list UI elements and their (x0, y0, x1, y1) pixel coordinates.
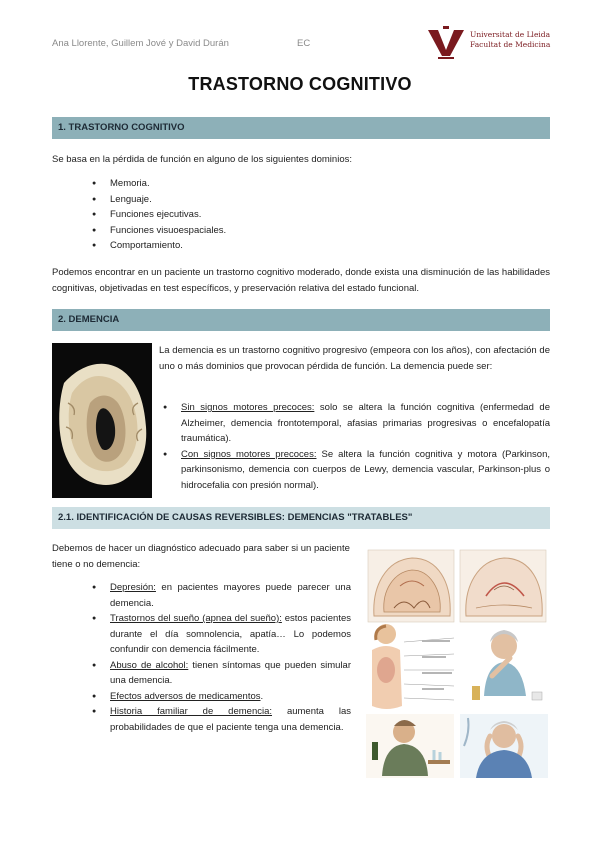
section2-intro: La demencia es un trastorno cognitivo progresivo (empeora con los años), con afectación de uno o más dominios que provocan pérdida de función. La demencia puede ser: (159, 345, 550, 372)
brain-illustration-right (460, 550, 546, 622)
list-item (92, 611, 351, 658)
university-emblem-icon (424, 26, 468, 60)
item-term: Abuso de alcohol: (110, 659, 189, 671)
causas-list (92, 580, 351, 735)
section1-intro: Se basa en la pérdida de función en alguno de los siguientes dominios: (52, 154, 352, 165)
university-logo (424, 26, 549, 60)
list-item (92, 704, 351, 735)
illustration-collage (364, 546, 550, 780)
item-text: Se altera la función cognitiva y motora (Parkinson, parkinsonismo, demencia con cuerpos de Lewy, demencia vascular, Parkinson-plus o hidrocefalia con presión normal). (181, 448, 550, 491)
item-text: solo se altera la función cognitiva (enfermedad de Alzheimer, demencia frontotemporal, afasias primarias progresivas o encefalopatía traumática). (181, 402, 550, 444)
list-item (92, 580, 351, 611)
item-term: Historia familiar de demencia: (110, 706, 273, 717)
item-text: en pacientes mayores puede parecer una demencia. (110, 582, 351, 609)
section-heading-2: 2. DEMENCIA (52, 309, 550, 331)
item-text: . (260, 690, 264, 702)
list-item (163, 447, 550, 494)
page-title: TRASTORNO COGNITIVO (188, 74, 412, 94)
logo-text: Universitat de Lleida Facultat de Medicina (470, 30, 551, 49)
list-item (92, 658, 351, 689)
demencia-types-list (163, 400, 550, 493)
list-item: ● Lenguaje. (92, 192, 226, 208)
list-item (92, 689, 351, 705)
brain-section-photo (52, 343, 152, 498)
list-item: ● Funciones visuoespaciales. (92, 223, 226, 239)
section-heading-2-1: 2.1. IDENTIFICACIÓN DE CAUSAS REVERSIBLES: DEMENCIAS "TRATABLES" (52, 507, 550, 529)
woman-headache-illustration (460, 714, 548, 778)
item-term: Depresión: (110, 582, 156, 593)
section1-closing: Podemos encontrar en un paciente un trastorno cognitivo moderado, donde exista una disminución de las habilidades cognitivas, objetivadas en test específicos, y preservación relativa del estado funcional. (52, 267, 550, 294)
item-term: Trastornos del sueño (apnea del sueño): (110, 613, 282, 624)
item-term: Efectos adversos de medicamentos (110, 690, 261, 702)
man-drinking-illustration (366, 714, 454, 778)
item-text: tienen síntomas que pueden simular una demencia. (110, 659, 351, 686)
list-item: ● Comportamiento. (92, 238, 226, 254)
list-item: ● Funciones ejecutivas. (92, 207, 226, 223)
dominios-list (92, 176, 226, 254)
header-code: EC (297, 38, 311, 49)
item-term: Sin signos motores precoces: (181, 402, 315, 413)
item-term: Con signos motores precoces: (181, 448, 317, 460)
section-heading-1: 1. TRASTORNO COGNITIVO (52, 117, 550, 139)
section21-intro: Debemos de hacer un diagnóstico adecuado para saber si un paciente tiene o no demencia: (52, 543, 350, 570)
header-authors: Ana Llorente, Guillem Jové y David Durán (52, 38, 229, 49)
list-item (163, 400, 550, 447)
item-text: estos pacientes durante el día somnolencia, apatía… Lo podemos confundir con demencia fácilmente. (110, 613, 351, 655)
item-text: aumenta las probabilidades de que el paciente tenga una demencia. (110, 706, 351, 733)
list-item: ● Memoria. (92, 176, 226, 192)
brain-illustration-left (368, 550, 454, 622)
